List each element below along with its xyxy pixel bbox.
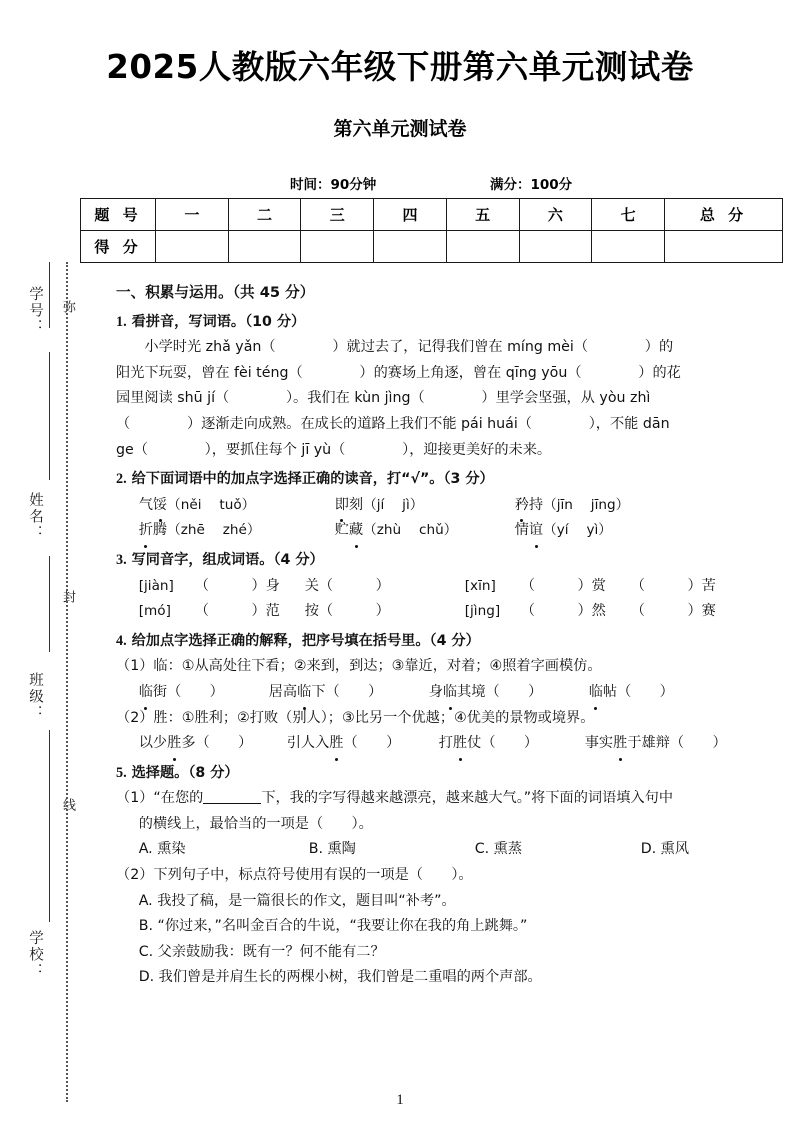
question-3-heading — [116, 548, 784, 574]
q4-g2-item2-prefix: 引人入 — [286, 735, 330, 752]
q5-2-option-a[interactable]: A. 我投了稿，是一篇很长的作文，题目叫“补考”。 — [138, 892, 456, 909]
seal-word-mi: 弥 — [60, 300, 75, 313]
q4-g1-item3-suffix: 其境（ ） — [457, 683, 543, 700]
margin-label-student-id: 学号： — [27, 286, 43, 336]
question-4-heading — [116, 629, 784, 655]
question-2-item-5[interactable] — [335, 518, 515, 544]
question-2-row-2 — [116, 518, 784, 544]
q4-g2-item-2[interactable] — [287, 731, 439, 757]
q4-g1-item3-prefix: 身 — [428, 683, 443, 700]
q3-row2-blank-2[interactable]: 按（ ） — [304, 603, 390, 620]
q2-item1-readings: （něi tuǒ） — [167, 496, 256, 513]
q4-g1-item2-prefix: 居高 — [268, 683, 298, 700]
q2-item4-suffix: 腾 — [152, 522, 168, 539]
page-title: 第六单元测试卷 — [333, 118, 467, 140]
question-1-line-5: ge（ ），要抓住每个 jī yù（ ），迎接更美好的未来。 — [116, 441, 552, 458]
margin-rule-5 — [49, 782, 50, 922]
q3-row2-pinyin-2: [jìng] — [464, 603, 501, 620]
question-2-item-4[interactable] — [139, 518, 335, 544]
q5-1-option-b[interactable]: B. 熏陶 — [308, 841, 356, 858]
question-4-group-2-label: （2）胜：①胜利；②打败（别人）；③比另一个优越；④优美的景物或境界。 — [116, 709, 595, 726]
q4-g2-item4-prefix: 事实 — [584, 735, 614, 752]
q2-item2-readings: （jí jì） — [363, 496, 424, 513]
q2-item5-prefix: 贮 — [334, 522, 349, 539]
score-cell-6[interactable] — [519, 231, 592, 263]
question-1-line-1: 小学时光 zhǎ yǎn（ ）就过去了，记得我们曾在 míng mèi（ ）的 — [144, 339, 674, 356]
q5-1-option-c[interactable]: C. 熏蒸 — [474, 841, 523, 858]
q5-1-option-a[interactable]: A. 熏染 — [138, 841, 186, 858]
q3-row1-pinyin-1: [jiàn] — [138, 577, 174, 594]
question-4-group-1-items — [116, 680, 784, 706]
question-5-2-stem: （2）下列句子中，标点符号使用有误的一项是（ ）。 — [116, 867, 473, 884]
q3-row2-pinyin-1: [mó] — [138, 603, 171, 620]
q4-g1-item1-suffix: 街（ ） — [152, 683, 224, 700]
question-2-number: 2. — [116, 471, 127, 488]
question-3-title: 写同音字，组成词语。（4 分） — [131, 551, 324, 568]
question-5-number: 5. — [116, 764, 127, 781]
q5-2-option-c[interactable]: C. 父亲鼓励我：既有一？何不能有二？ — [138, 943, 385, 960]
q4-g2-item-3[interactable] — [439, 731, 585, 757]
q4-g1-item-2[interactable] — [269, 680, 429, 706]
q4-g2-item3-prefix: 打 — [438, 735, 453, 752]
q4-g2-item3-dotted-char: 胜 — [453, 731, 467, 757]
seal-word-xian: 线 — [60, 798, 75, 811]
seal-word-feng: 封 — [60, 590, 75, 603]
q2-item3-suffix: 持 — [528, 496, 544, 513]
q4-g1-item1-dotted-char: 临 — [139, 680, 153, 706]
section-heading-1: 一、积累与运用。（共 45 分） — [116, 284, 315, 301]
q4-g1-item4-dotted-char: 临 — [589, 680, 603, 706]
margin-rule-3 — [49, 556, 50, 652]
q3-row1-pinyin-2: [xīn] — [464, 577, 496, 594]
question-4-group-2-items — [116, 731, 784, 757]
q3-row1-blank-4[interactable]: （ ）苦 — [630, 577, 716, 594]
q4-g1-item-4[interactable] — [589, 680, 674, 706]
table-row-question-numbers — [81, 199, 783, 231]
question-1-heading — [116, 310, 784, 336]
q2-item1-prefix: 气 — [138, 496, 153, 513]
score-table-label-score: 得 分 — [81, 231, 156, 263]
q4-g1-item2-dotted-char: 临 — [297, 680, 311, 706]
question-1-number: 1. — [116, 313, 127, 330]
question-5-1-stem-line-1 — [116, 786, 784, 812]
q5-1-answer-blank[interactable] — [203, 803, 261, 804]
question-5-1-options — [116, 837, 784, 863]
score-cell-2[interactable] — [228, 231, 301, 263]
margin-label-class: 班级： — [27, 672, 43, 722]
q2-item5-dotted-char: 藏 — [349, 518, 363, 544]
question-5-1-stem-line-2: 的横线上，最恰当的一项是（ ）。 — [138, 815, 373, 832]
q2-item6-dotted-char: 谊 — [529, 518, 543, 544]
score-table-col-3: 三 — [301, 199, 374, 231]
score-cell-5[interactable] — [446, 231, 519, 263]
table-row-scores — [81, 231, 783, 263]
q5-1-option-d[interactable]: D. 熏风 — [640, 841, 690, 858]
q2-item2-suffix: 刻 — [348, 496, 364, 513]
score-table-col-7: 七 — [592, 199, 665, 231]
q4-g2-item-1[interactable] — [139, 731, 287, 757]
margin-rule-1 — [49, 262, 50, 328]
score-table-col-2: 二 — [228, 199, 301, 231]
margin-rule-2 — [49, 352, 50, 480]
question-4-number: 4. — [116, 632, 127, 649]
q5-1-stem-b: 下，我的字写得越来越漂亮，越来越大气。”将下面的词语填入句中 — [261, 790, 674, 807]
q2-item2-dotted-char: 即 — [335, 493, 349, 519]
exam-content — [116, 280, 784, 991]
q4-g1-item2-suffix: 下（ ） — [311, 683, 383, 700]
q5-2-option-b[interactable]: B. “你过来，”名叫金百合的牛说，“我要让你在我的角上跳舞。” — [138, 918, 528, 935]
q5-2-option-d[interactable]: D. 我们曾是并肩生长的两棵小树，我们曾是二重唱的两个声部。 — [138, 969, 542, 986]
margin-label-school: 学校： — [27, 930, 43, 980]
score-table-col-6: 六 — [519, 199, 592, 231]
question-3-row-1 — [116, 574, 784, 600]
q3-row1-blank-1[interactable]: （ ）身 — [194, 577, 280, 594]
question-4-group-1-label: （1）临：①从高处往下看；②来到，到达；③靠近，对着；④照着字画模仿。 — [116, 658, 602, 675]
q4-g2-item3-suffix: 仗（ ） — [467, 735, 539, 752]
page-number: 1 — [396, 1092, 404, 1108]
question-2-item-3[interactable] — [515, 493, 629, 519]
q4-g2-item1-prefix: 以少 — [138, 735, 168, 752]
q2-item6-readings: （yí yì） — [543, 522, 612, 539]
score-cell-1[interactable] — [156, 231, 229, 263]
q4-g2-item1-suffix: 多（ ） — [181, 735, 253, 752]
margin-label-name: 姓名： — [27, 492, 43, 542]
q4-g2-item1-dotted-char: 胜 — [167, 731, 181, 757]
q5-1-stem-a: （1）“在您的 — [116, 790, 204, 807]
q2-item4-readings: （zhē zhé） — [167, 522, 261, 539]
q2-item5-readings: （zhù chǔ） — [363, 522, 458, 539]
q3-row2-blank-3[interactable]: （ ）然 — [520, 603, 606, 620]
score-table-col-total: 总 分 — [665, 199, 783, 231]
question-3-row-2 — [116, 599, 784, 625]
q3-row2-blank-1[interactable]: （ ）范 — [194, 603, 280, 620]
question-2-title: 给下面词语中的加点字选择正确的读音，打“√”。（3 分） — [131, 471, 494, 488]
q3-row2-blank-4[interactable]: （ ）赛 — [630, 603, 716, 620]
score-table-col-4: 四 — [374, 199, 447, 231]
question-3-number: 3. — [116, 551, 127, 568]
score-cell-7[interactable] — [592, 231, 665, 263]
question-5-title: 选择题。（8 分） — [131, 764, 239, 781]
question-1-line-2: 阳光下玩耍，曾在 fèi téng（ ）的赛场上角逐，曾在 qīng yōu（ ）的花 — [116, 364, 681, 381]
q4-g2-item-4[interactable] — [585, 731, 727, 757]
q4-g1-item-1[interactable] — [139, 680, 269, 706]
question-2-heading — [116, 467, 784, 493]
score-table-label-question: 题 号 — [81, 199, 156, 231]
q4-g2-item2-suffix: （ ） — [343, 735, 401, 752]
q2-item6-prefix: 情 — [514, 522, 529, 539]
question-2-row-1 — [116, 493, 784, 519]
question-4-title: 给加点字选择正确的解释，把序号填在括号里。（4 分） — [131, 632, 480, 649]
q2-item1-dotted-char: 馁 — [153, 493, 167, 519]
q4-g1-item3-dotted-char: 临 — [443, 680, 457, 706]
q2-item4-dotted-char: 折 — [139, 518, 153, 544]
score-cell-total[interactable] — [665, 231, 783, 263]
score-table-col-1: 一 — [156, 199, 229, 231]
score-cell-4[interactable] — [374, 231, 447, 263]
question-2-item-1[interactable] — [139, 493, 335, 519]
q3-row1-blank-2[interactable]: 关（ ） — [304, 577, 390, 594]
question-5-heading — [116, 761, 784, 787]
score-cell-3[interactable] — [301, 231, 374, 263]
banner-title: 2025人教版六年级下册第六单元测试卷 — [106, 48, 694, 86]
question-1-line-4: （ ）逐渐走向成熟。在成长的道路上我们不能 pái huái（ ），不能 dān — [116, 415, 670, 432]
exam-total-score: 满分：100分 — [490, 177, 573, 193]
question-2-item-2[interactable] — [335, 493, 515, 519]
exam-duration: 时间：90分钟 — [290, 177, 377, 193]
q4-g2-item4-suffix: 于雄辩（ ） — [627, 735, 727, 752]
score-table — [80, 198, 783, 263]
seal-dotted-line — [66, 262, 68, 1102]
question-2-item-6[interactable] — [515, 518, 612, 544]
q4-g2-item4-dotted-char: 胜 — [613, 731, 627, 757]
q2-item3-dotted-char: 矜 — [515, 493, 529, 519]
binding-margin — [0, 0, 100, 1131]
q4-g2-item2-dotted-char: 胜 — [329, 731, 343, 757]
q3-row1-blank-3[interactable]: （ ）赏 — [520, 577, 606, 594]
score-table-col-5: 五 — [446, 199, 519, 231]
q4-g1-item4-suffix: 帖（ ） — [602, 683, 674, 700]
q2-item3-readings: （jīn jīng） — [543, 496, 630, 513]
q4-g1-item-3[interactable] — [429, 680, 589, 706]
question-1-title: 看拼音，写词语。（10 分） — [131, 313, 306, 330]
question-1-line-3: 园里阅读 shū jí（ ）。我们在 kùn jìng（ ）里学会坚强，从 yòu zhì — [116, 390, 651, 407]
